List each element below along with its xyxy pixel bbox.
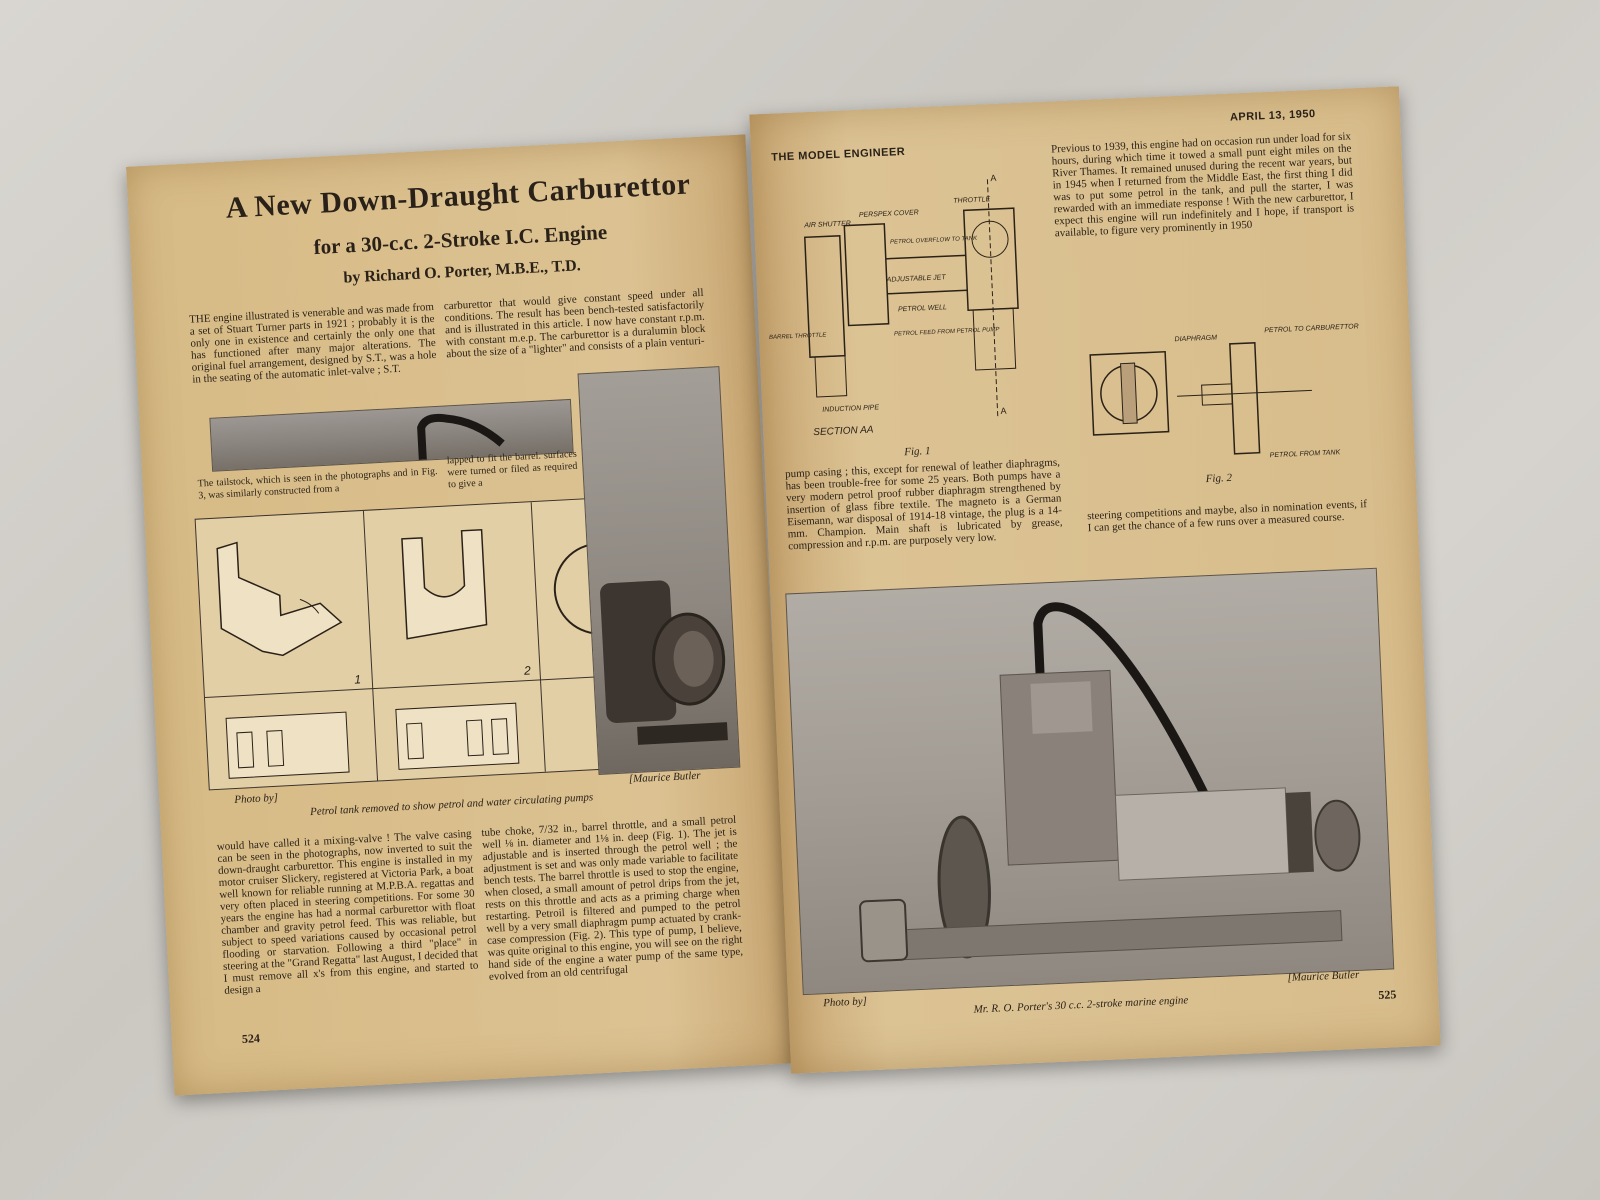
right-top-text: Previous to 1939, this engine had on occasion run under load for six hours, during which time it towed a small punt eight miles on the River Thames. It remained unused during the recent war years, but in 1945 when I returned from the Middle East, the first thing I did was to put some petrol in the tank, and pull the starter, I was rewarded with an immediate response ! With the new carburettor, I expect this engine will run indefinitely and I hope, if transport is available, to figure very prominently in 1950	[1050, 130, 1355, 240]
snippet-left: The tailstock, which is seen in the photographs and in Fig. 3, was similarly constructed from a	[197, 465, 438, 502]
drawing-fig-1-number: 1	[353, 672, 362, 687]
right-page-number: 525	[1378, 987, 1397, 1003]
fig1-air-shutter: AIR SHUTTER	[804, 220, 852, 230]
intro-column-1: THE engine illustrated is venerable and was made from a set of Stuart Turner parts in 1921 ; probably it is the only one in existence and certainly the only one that has functioned after many major alterations. The original fuel arrangement, designed by S.T., was a hole in the seating of the automatic inlet-valve ; S.T.	[188, 300, 437, 386]
fig2-petrol-from-tank: PETROL FROM TANK	[1269, 449, 1341, 460]
right-photo-by: Photo by]	[822, 995, 868, 1010]
diaphragm-pump-svg	[1079, 312, 1385, 475]
fig1-overflow: PETROL OVERFLOW TO TANK	[889, 235, 978, 246]
engine-photo	[785, 568, 1394, 995]
left-photo-caption: Petrol tank removed to show petrol and water circulating pumps	[309, 791, 594, 819]
tailstock-drawings	[195, 498, 611, 791]
magneto-graphic	[579, 367, 740, 774]
fig-1-caption: Fig. 1	[903, 445, 931, 459]
issue-date: APRIL 13, 1950	[1229, 107, 1316, 124]
mid-text-column-2: steering competitions and maybe, also in nomination events, if I can get the chance of a few runs over a measured course.	[1086, 498, 1368, 535]
fig-2-caption: Fig. 2	[1205, 471, 1233, 486]
fig1-petrol-well: PETROL WELL	[897, 304, 948, 314]
left-page	[126, 134, 794, 1095]
fig1-a-bottom: A	[1000, 405, 1007, 416]
fig1-petrol-feed: PETROL FEED FROM PETROL PUMP	[893, 326, 1000, 338]
left-page-number: 524	[241, 1031, 261, 1046]
fig1-induction: INDUCTION PIPE	[822, 404, 880, 414]
magneto-photo	[578, 366, 741, 775]
engine-graphic	[786, 569, 1393, 994]
article-byline: by Richard O. Porter, M.B.E., T.D.	[343, 257, 582, 287]
body-column-2: tube choke, 7/32 in., barrel throttle, and a small petrol well ⅛ in. diameter and 1⅛ in. deep (Fig. 1). The jet is adjustable and is inserted through the petrol well ; the adjustment is set and was only made variable to facilitate bench tests. The barrel throttle is used to stop the engine, when closed, a small amount of petrol drips from the jet, rests on this throttle and acts as a priming charge when restarting. Petroil is filtered and pumped to the petrol well by a very small diaphragm pump actuated by crank-case compression (Fig. 2). This type of pump, I believe, was quite original to this engine, you will see on the right hand side of the engine a water pump of the same type, evolved from an old centrifugal	[481, 813, 744, 983]
fig-1-drawing	[762, 157, 1059, 449]
article-title: A New Down-Draught Carburettor	[224, 167, 692, 225]
fig1-section: SECTION AA	[813, 424, 874, 439]
right-photo-credit: [Maurice Butler	[1287, 968, 1360, 984]
snippet-right: lapped to fit the barrel. surfaces were turned or filed as required to give a	[446, 448, 578, 491]
fig-2-drawing	[1079, 312, 1385, 475]
right-photo-caption: Mr. R. O. Porter's 30 c.c. 2-stroke marine engine	[973, 994, 1189, 1016]
fig1-barrel-throttle: BARREL THROTTLE	[769, 332, 827, 341]
fig1-perspex: PERSPEX COVER	[858, 209, 919, 219]
tailstock-drawing-svg	[196, 499, 610, 790]
running-head: THE MODEL ENGINEER	[771, 145, 906, 164]
left-photo-credit: [Maurice Butler	[628, 769, 701, 786]
fig1-a-top: A	[990, 172, 997, 184]
mid-text-column-1: pump casing ; this, except for renewal of leather diaphragms, has been trouble-free for some 25 years. Both pumps have a very modern petrol proof rubber diaphragm strengthened by insertion of glass fibre textile. The magneto is a German Eisemann, war disposal of 1914-18 vintage, the plug is a 14-mm. Champion. Main shaft is lubricated by grease, compression and r.p.m. are purposely very low.	[784, 456, 1063, 553]
drawing-fig-2-number: 2	[523, 663, 532, 678]
carburettor-section-svg	[762, 157, 1059, 449]
intro-column-2: carburettor that would give constant speed under all conditions. The result has been bench-tested satisfactorily and is illustrated in this article. I now have constant r.p.m. with constant m.e.p. The carburettor is a duralumin block about the size of a "lighter" and consists of a plain venturi-	[443, 286, 706, 361]
fig1-throttle: THROTTLE	[953, 196, 991, 205]
body-column-1: would have called it a mixing-valve ! The valve casing can be seen in the photographs, now inverted to suit the down-draught carburettor. This engine is installed in my motor cruiser Slickery, registered at Victoria Park, a boat well known for reliable running at M.P.B.A. regattas and very often placed in steering competitions. For some 30 years the engine has had a normal carburettor with float chamber and gravity petrol feed. This was reliable, but subject to speed variations caused by occasional petrol flooding or starvation. Following a third "place" in steering at the "Grand Regatta" last August, I decided that I must remove all x's from this engine, and started to design a	[216, 827, 479, 997]
right-page	[749, 86, 1440, 1073]
fig1-adjustable-jet: ADJUSTABLE JET	[886, 274, 946, 284]
fig2-diaphragm: DIAPHRAGM	[1174, 334, 1218, 344]
left-photo-by: Photo by]	[234, 791, 279, 807]
article-subtitle: for a 30-c.c. 2-Stroke I.C. Engine	[313, 219, 608, 260]
fig2-petrol-to-carb: PETROL TO CARBURETTOR	[1264, 323, 1359, 335]
